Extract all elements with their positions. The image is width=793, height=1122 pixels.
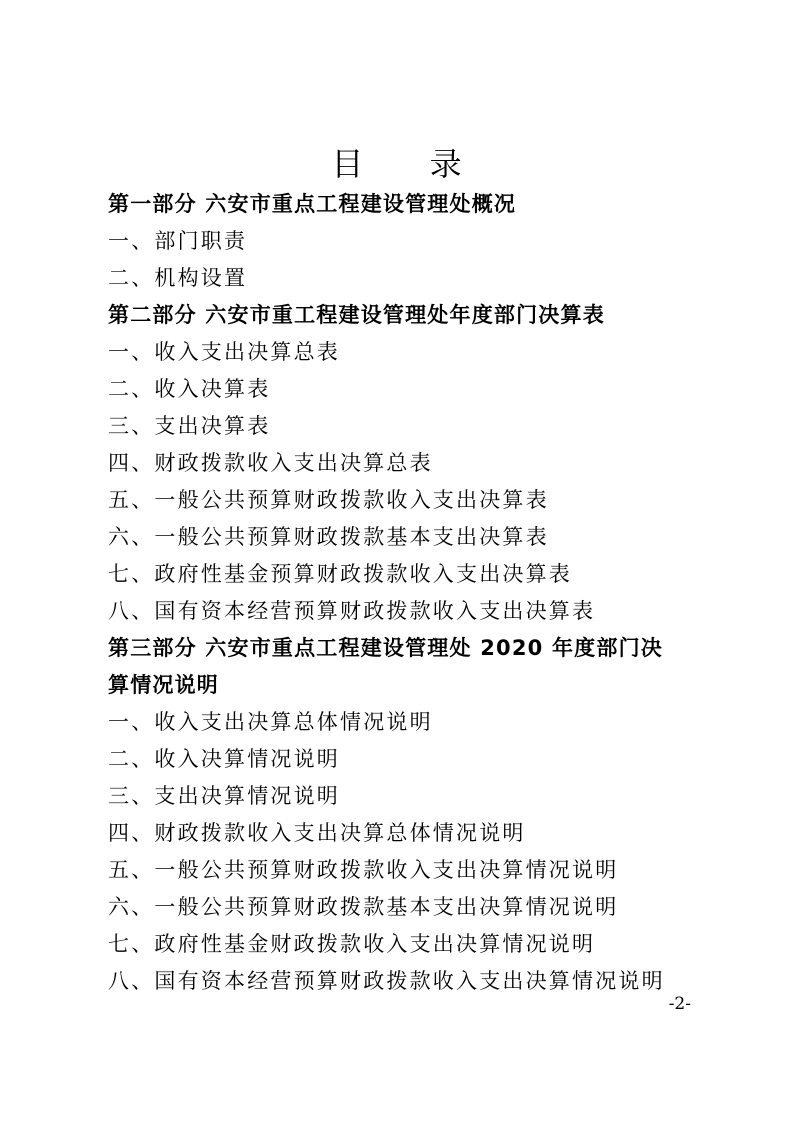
toc-item: 六、一般公共预算财政拨款基本支出决算情况说明 bbox=[108, 895, 619, 919]
toc-part-heading-continued: 算情况说明 bbox=[108, 673, 219, 697]
toc-item: 六、一般公共预算财政拨款基本支出决算表 bbox=[108, 525, 549, 549]
toc-item: 二、收入决算表 bbox=[108, 377, 271, 401]
toc-part-heading: 第一部分 六安市重点工程建设管理处概况 bbox=[108, 192, 517, 216]
toc-item: 五、一般公共预算财政拨款收入支出决算情况说明 bbox=[108, 858, 619, 882]
table-of-contents bbox=[108, 186, 708, 1000]
toc-part-heading: 第三部分 六安市重点工程建设管理处 2020 年度部门决 bbox=[108, 636, 663, 660]
toc-item: 五、一般公共预算财政拨款收入支出决算表 bbox=[108, 488, 549, 512]
toc-item: 三、支出决算表 bbox=[108, 414, 271, 438]
toc-item: 七、政府性基金预算财政拨款收入支出决算表 bbox=[108, 562, 572, 586]
toc-item: 二、收入决算情况说明 bbox=[108, 747, 340, 771]
toc-item: 八、国有资本经营预算财政拨款收入支出决算表 bbox=[108, 599, 596, 623]
toc-item: 二、机构设置 bbox=[108, 266, 248, 290]
toc-item: 一、部门职责 bbox=[108, 229, 248, 253]
toc-part-heading: 第二部分 六安市重工程建设管理处年度部门决算表 bbox=[108, 303, 605, 327]
toc-item: 三、支出决算情况说明 bbox=[108, 784, 340, 808]
toc-item: 四、财政拨款收入支出决算总表 bbox=[108, 451, 433, 475]
toc-title: 目 录 bbox=[331, 145, 490, 183]
toc-item: 七、政府性基金财政拨款收入支出决算情况说明 bbox=[108, 932, 596, 956]
toc-item: 四、财政拨款收入支出决算总体情况说明 bbox=[108, 821, 526, 845]
page-number: -2- bbox=[668, 994, 691, 1014]
toc-item: 八、国有资本经营预算财政拨款收入支出决算情况说明 bbox=[108, 969, 665, 993]
toc-item: 一、收入支出决算总体情况说明 bbox=[108, 710, 433, 734]
toc-item: 一、收入支出决算总表 bbox=[108, 340, 340, 364]
